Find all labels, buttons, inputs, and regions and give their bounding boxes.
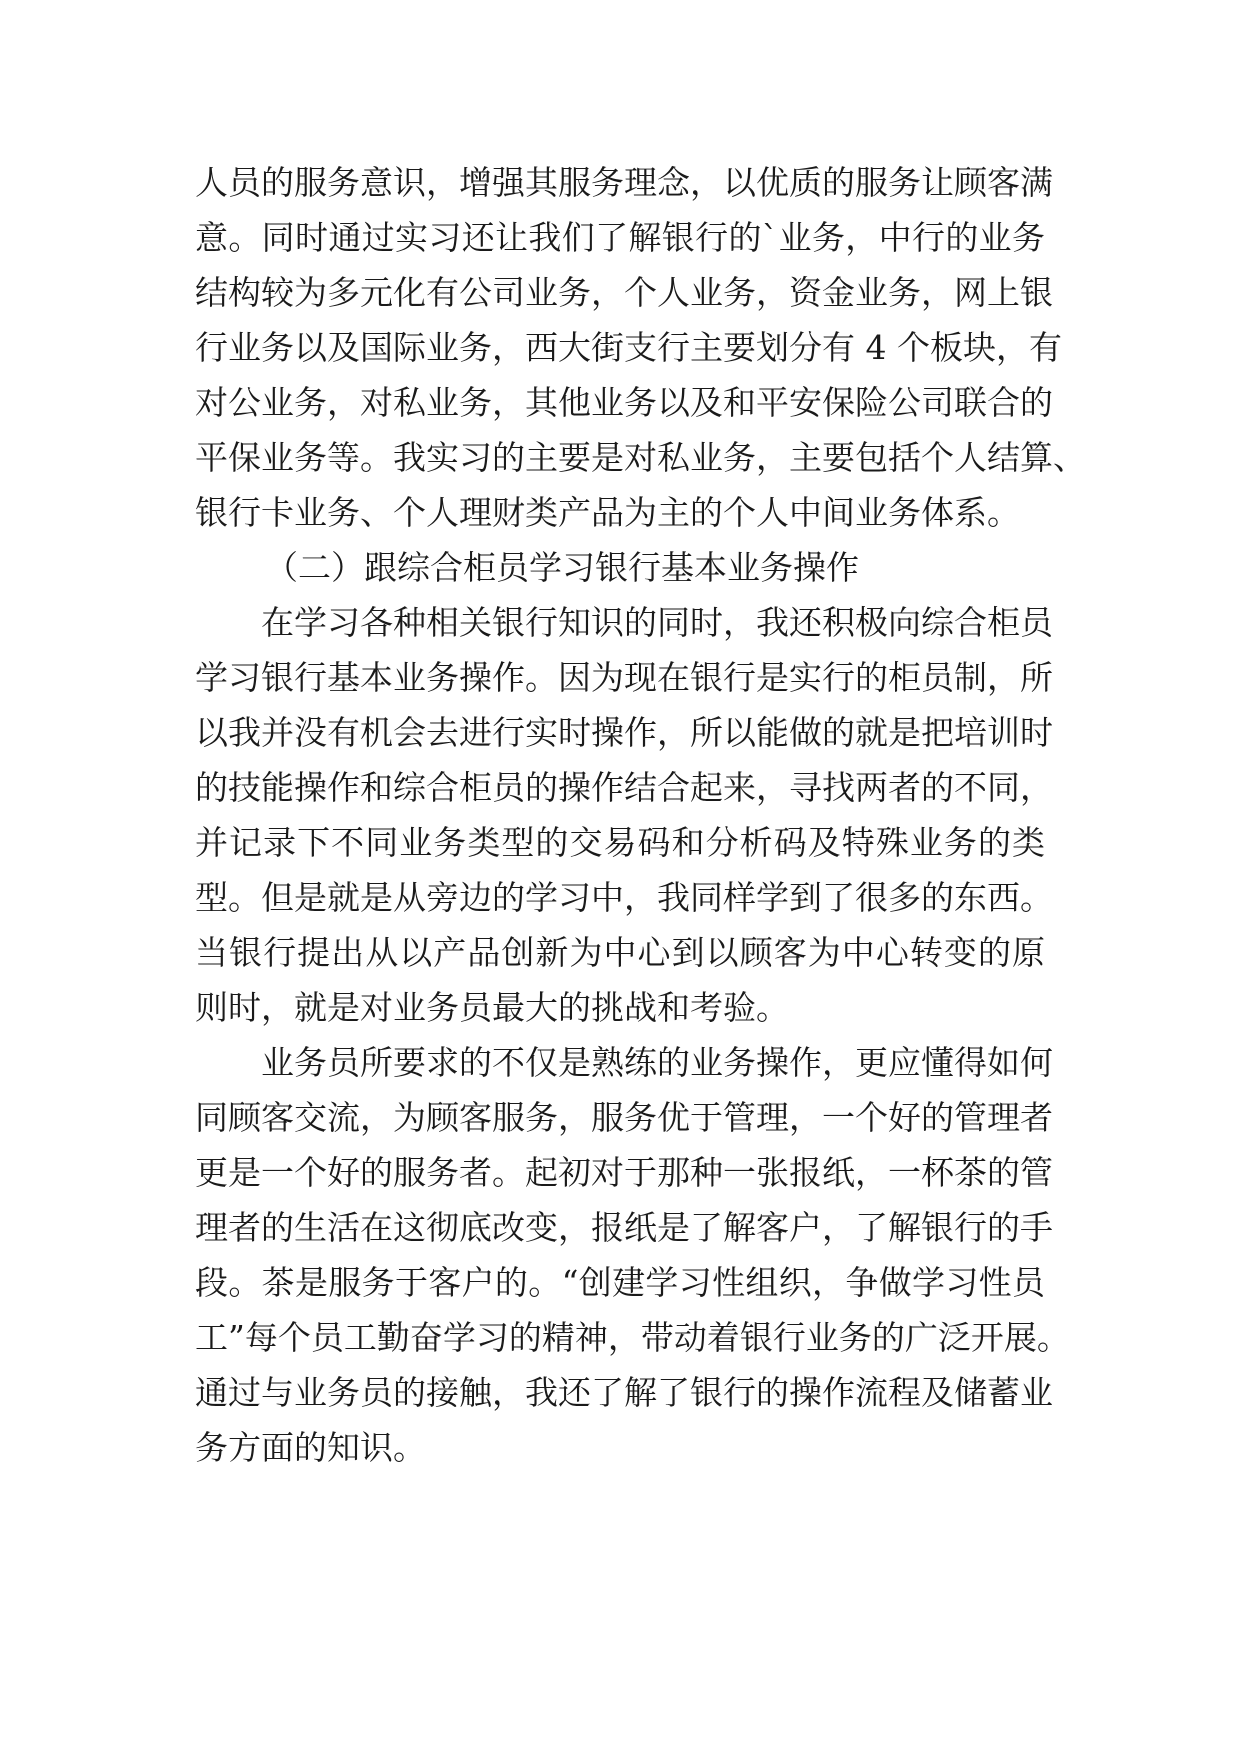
text-line: 意。同时通过实习还让我们了解银行的`业务，中行的业务 bbox=[195, 218, 1045, 257]
text-line: 通过与业务员的接触，我还了解了银行的操作流程及储蓄业 bbox=[195, 1373, 1053, 1412]
text-line: 工”每个员工勤奋学习的精神，带动着银行业务的广泛开展。 bbox=[195, 1318, 1070, 1357]
text-line: 的技能操作和综合柜员的操作结合起来，寻找两者的不同， bbox=[195, 768, 1053, 807]
text-line: 平保业务等。我实习的主要是对私业务，主要包括个人结算、 bbox=[195, 438, 1086, 477]
text-line: 务方面的知识。 bbox=[195, 1428, 426, 1467]
text-line: 行业务以及国际业务，西大街支行主要划分有 4 个板块，有 bbox=[195, 328, 1062, 367]
text-line: 银行卡业务、个人理财类产品为主的个人中间业务体系。 bbox=[195, 493, 1020, 532]
text-line: 段。茶是服务于客户的。“创建学习性组织，争做学习性员 bbox=[195, 1263, 1045, 1302]
text-line: 当银行提出从以产品创新为中心到以顾客为中心转变的原 bbox=[195, 933, 1045, 972]
text-line: 并记录下不同业务类型的交易码和分析码及特殊业务的类 bbox=[195, 823, 1045, 862]
text-line: 更是一个好的服务者。起初对于那种一张报纸，一杯茶的管 bbox=[195, 1153, 1053, 1192]
text-line: 人员的服务意识，增强其服务理念，以优质的服务让顾客满 bbox=[195, 163, 1053, 202]
text-line: 学习银行基本业务操作。因为现在银行是实行的柜员制，所 bbox=[195, 658, 1053, 697]
body-text bbox=[195, 155, 1086, 1475]
text-line: 理者的生活在这彻底改变，报纸是了解客户，了解银行的手 bbox=[195, 1208, 1053, 1247]
text-line: 以我并没有机会去进行实时操作，所以能做的就是把培训时 bbox=[195, 713, 1053, 752]
text-line: 业务员所要求的不仅是熟练的业务操作，更应懂得如何 bbox=[261, 1043, 1053, 1082]
text-line: 同顾客交流，为顾客服务，服务优于管理，一个好的管理者 bbox=[195, 1098, 1053, 1137]
text-line: 对公业务，对私业务，其他业务以及和平安保险公司联合的 bbox=[195, 383, 1053, 422]
section-heading: （二）跟综合柜员学习银行基本业务操作 bbox=[265, 548, 859, 587]
text-line: 型。但是就是从旁边的学习中，我同样学到了很多的东西。 bbox=[195, 878, 1053, 917]
text-line: 结构较为多元化有公司业务，个人业务，资金业务，网上银 bbox=[195, 273, 1053, 312]
text-line: 在学习各种相关银行知识的同时，我还积极向综合柜员 bbox=[261, 603, 1053, 642]
text-line: 则时，就是对业务员最大的挑战和考验。 bbox=[195, 988, 789, 1027]
